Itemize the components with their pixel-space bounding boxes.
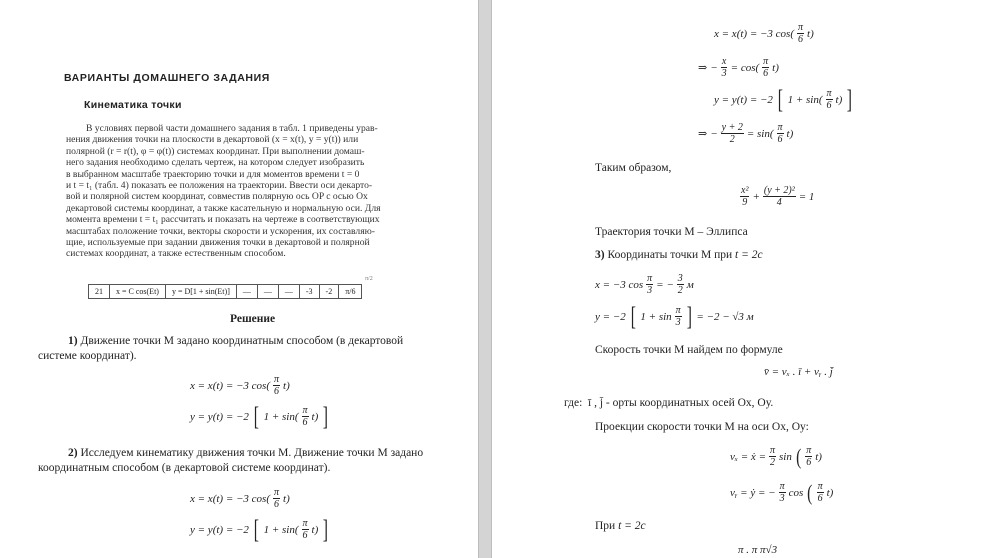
intro-line: масштабах положение точки, векторы скорости и ускорения, их составляю- (66, 225, 375, 237)
fraction-x-3 (721, 56, 728, 79)
step-2-text: Исследуем кинематику движения точки М. Движение точки М задано (77, 447, 424, 459)
fraction-pi-6 (762, 56, 769, 79)
fraction-pi-6 (797, 22, 804, 45)
table-cell: -2 (319, 285, 339, 299)
frac-num: π (302, 518, 308, 529)
ellipse-equation (740, 185, 814, 208)
fraction-pi-6 (805, 445, 812, 468)
step-1-number: 1) (68, 335, 78, 347)
eq-text: t) (815, 450, 822, 463)
eq-text: = cos( (730, 61, 760, 74)
table-cell: — (278, 285, 299, 299)
table-header-fragment: π/2 (365, 276, 373, 282)
intro-line: момента времени t = t₁ рассчитать и показать на чертеже в соответствующих (66, 214, 380, 226)
intro-line: системах координат, а также естественным способом. (66, 248, 286, 260)
variant-table (88, 284, 362, 299)
step-3-time: t = 2c (735, 249, 763, 261)
step-1-line-1 (68, 335, 403, 347)
eq-text: = −2 − √3 м (696, 310, 754, 323)
eq-text: cos (788, 486, 804, 499)
eq-text: x = −3 cos (595, 278, 644, 291)
eq-text: = 1 (798, 190, 815, 203)
fraction-pi-6 (777, 122, 784, 145)
where-text: ī , j̄ - орты координатных осей Ох, Оу. (588, 397, 774, 409)
frac-den: 9 (742, 197, 748, 208)
table-cell: — (257, 285, 278, 299)
where-line (564, 397, 773, 409)
page-gutter (478, 0, 492, 558)
coord-x-equation (595, 273, 694, 296)
fraction-y-2 (721, 122, 744, 145)
frac-num: π (777, 122, 783, 133)
eq-text: t) (807, 27, 814, 40)
eq-text: t) (283, 492, 290, 505)
at-time-line (595, 520, 646, 532)
eq-text: x = x(t) = −3 cos( (714, 27, 794, 40)
eq-text: x = x(t) = −3 cos( (190, 379, 270, 392)
bracket-close: ] (323, 514, 329, 544)
frac-num: (y + 2)² (763, 185, 795, 196)
subsection-heading: Кинематика точки (84, 99, 182, 111)
equation-x-2 (190, 487, 290, 510)
minus-sign: − (710, 61, 718, 74)
r-equation-x (714, 22, 814, 45)
fraction-pi-2 (769, 445, 776, 468)
table-cell: — (236, 285, 257, 299)
bottom-equation-fragment: π . π π√3 (738, 544, 778, 556)
table-row (89, 285, 362, 299)
frac-num: π (770, 445, 776, 456)
where-label: где: (564, 397, 583, 409)
frac-den: 2 (770, 457, 775, 468)
eq-text: t) (311, 523, 319, 536)
frac-den: 3 (721, 68, 727, 79)
frac-num: π (302, 405, 308, 416)
equation-x-1 (190, 374, 290, 397)
equation-y-1 (190, 401, 330, 431)
frac-den: 6 (806, 457, 812, 468)
thus-text: Таким образом, (595, 162, 672, 174)
paren-open: ( (807, 479, 813, 505)
eq-text: 1 + sin( (263, 410, 299, 423)
frac-den: 3 (675, 317, 681, 328)
table-cell: 21 (89, 285, 110, 299)
frac-den: 3 (647, 285, 653, 296)
fraction-pi-6 (826, 88, 833, 111)
eq-text: t) (772, 61, 779, 74)
speed-formula: v̄ = vₓ . ī + vᵧ . j̄ (764, 366, 833, 378)
frac-den: 4 (776, 197, 782, 208)
fraction-pi-6 (302, 405, 309, 428)
fraction-pi-6 (273, 487, 280, 510)
projection-text: Проекции скорости точки М на оси Ох, Оу: (595, 421, 809, 433)
eq-text: t) (826, 486, 834, 499)
eq-text: vₓ = ẋ = (730, 450, 766, 463)
minus-sign: − (710, 127, 718, 140)
frac-num: π (779, 481, 785, 492)
eq-text: t) (311, 410, 319, 423)
bracket-close: ] (847, 84, 853, 114)
frac-den: 2 (729, 134, 735, 145)
frac-den: 6 (798, 34, 803, 45)
vy-equation (730, 481, 833, 504)
frac-den: 3 (779, 493, 785, 504)
vx-equation (730, 445, 822, 468)
table-cell: -3 (299, 285, 319, 299)
frac-num: x (721, 56, 727, 67)
intro-line: щие, используемые при задании движения точки в декартовой и полярной (66, 237, 370, 249)
plus-sign: + (752, 190, 760, 203)
step-3-line (595, 249, 763, 261)
frac-den: 6 (826, 100, 832, 111)
fraction-pi-6 (273, 374, 280, 397)
right-page (492, 0, 1000, 558)
coord-y-equation (595, 301, 754, 331)
intro-paragraph (66, 123, 426, 260)
fraction-pi-6 (302, 518, 309, 541)
eq-text: sin (779, 450, 792, 463)
step-2-line-2: координатным способом (в декартовой системе координат). (38, 462, 331, 474)
at-time: t = 2c (618, 520, 646, 532)
intro-line: него задания необходимо сделать чертеж, на котором следует изобразить (66, 157, 365, 169)
intro-line: В условиях первой части домашнего задания в табл. 1 приведены урав- (86, 123, 378, 134)
r-implies-x (698, 56, 779, 79)
frac-den: 6 (817, 493, 823, 504)
implies-symbol: ⇒ (698, 62, 708, 74)
fraction-y2-4 (763, 185, 796, 208)
step-1-line-2: системе координат). (38, 350, 137, 362)
intro-line: вой и полярной систем координат, совместив полярную ось OP с осью Ox (66, 191, 368, 203)
table-cell: x = C cos(Et) (110, 285, 166, 299)
frac-den: 6 (274, 499, 279, 510)
frac-den: 6 (302, 530, 308, 541)
eq-text: 1 + sin( (787, 93, 823, 106)
frac-num: π (274, 374, 280, 385)
frac-num: π (798, 22, 804, 33)
bracket-open: [ (630, 301, 636, 331)
eq-text: vᵧ = ẏ = − (730, 486, 776, 499)
r-equation-y (714, 84, 854, 114)
eq-text: y = −2 (595, 310, 626, 323)
step-1-text: Движение точки М задано координатным способом (в декартовой (77, 335, 404, 347)
bracket-close: ] (323, 401, 329, 431)
table-cell: π/6 (339, 285, 362, 299)
fraction-x2-9 (740, 185, 749, 208)
eq-text: t) (283, 379, 290, 392)
frac-num: π (763, 56, 769, 67)
intro-line: и t = t₁ (табл. 4) показать ее положения на траектории. Ввести оси декарто- (66, 180, 373, 192)
frac-den: 6 (777, 134, 783, 145)
bracket-open: [ (253, 401, 259, 431)
intro-line: в выбранном масштабе траекторию точки и для моментов времени t = 0 (66, 168, 360, 180)
step-3-text: Координаты точки М при (604, 249, 736, 261)
section-heading: ВАРИАНТЫ ДОМАШНЕГО ЗАДАНИЯ (64, 72, 270, 84)
implies-symbol: ⇒ (698, 128, 708, 140)
paren-open: ( (795, 443, 802, 469)
eq-text: = sin( (746, 127, 774, 140)
fraction-pi-3 (646, 273, 653, 296)
frac-den: 6 (302, 417, 308, 428)
eq-text: y = y(t) = −2 (190, 410, 249, 423)
frac-num: 3 (677, 273, 683, 284)
frac-num: π (826, 88, 832, 99)
bracket-open: [ (253, 514, 259, 544)
frac-num: π (817, 481, 823, 492)
eq-text: 1 + sin( (263, 523, 299, 536)
speed-text: Скорость точки М найдем по формуле (595, 344, 783, 356)
frac-den: 2 (677, 285, 683, 296)
fraction-pi-3 (675, 305, 682, 328)
unit-text: м (686, 278, 694, 291)
table-cell: y = D[1 + sin(Et)] (165, 285, 236, 299)
left-page (0, 0, 478, 558)
eq-text: y = y(t) = −2 (190, 523, 249, 536)
bracket-close: ] (686, 301, 692, 331)
frac-num: π (806, 445, 812, 456)
intro-line: декартовой системы координат, а также касательную и нормальную оси. Для (66, 202, 381, 214)
step-2-number: 2) (68, 447, 78, 459)
intro-line: нения движения точки на плоскости в декартовой (x = x(t), y = y(t)) или (66, 134, 359, 146)
r-implies-y (698, 122, 793, 145)
frac-num: y + 2 (721, 122, 743, 133)
fraction-pi-6 (817, 481, 824, 504)
eq-text: t) (835, 93, 843, 106)
at-text: При (595, 520, 619, 532)
fraction-3-2 (677, 273, 684, 296)
eq-text: 1 + sin (640, 310, 672, 323)
equation-y-2 (190, 514, 330, 544)
frac-den: 6 (274, 386, 279, 397)
step-3-number: 3) (595, 249, 605, 261)
trajectory-text: Траектория точки М – Эллипса (595, 226, 748, 238)
frac-den: 6 (763, 68, 769, 79)
eq-text: y = y(t) = −2 (714, 93, 773, 106)
solution-title: Решение (230, 313, 276, 325)
eq-text: t) (786, 127, 794, 140)
bracket-open: [ (777, 84, 783, 114)
intro-line: полярной (r = r(t), φ = φ(t)) системах координат. При выполнении домаш- (66, 145, 365, 157)
eq-text: = − (656, 278, 674, 291)
frac-num: π (274, 487, 280, 498)
frac-num: π (675, 305, 681, 316)
frac-num: π (647, 273, 653, 284)
eq-text: x = x(t) = −3 cos( (190, 492, 270, 505)
fraction-pi-3 (779, 481, 786, 504)
frac-num: x² (741, 185, 749, 196)
step-2-line-1 (68, 447, 423, 459)
